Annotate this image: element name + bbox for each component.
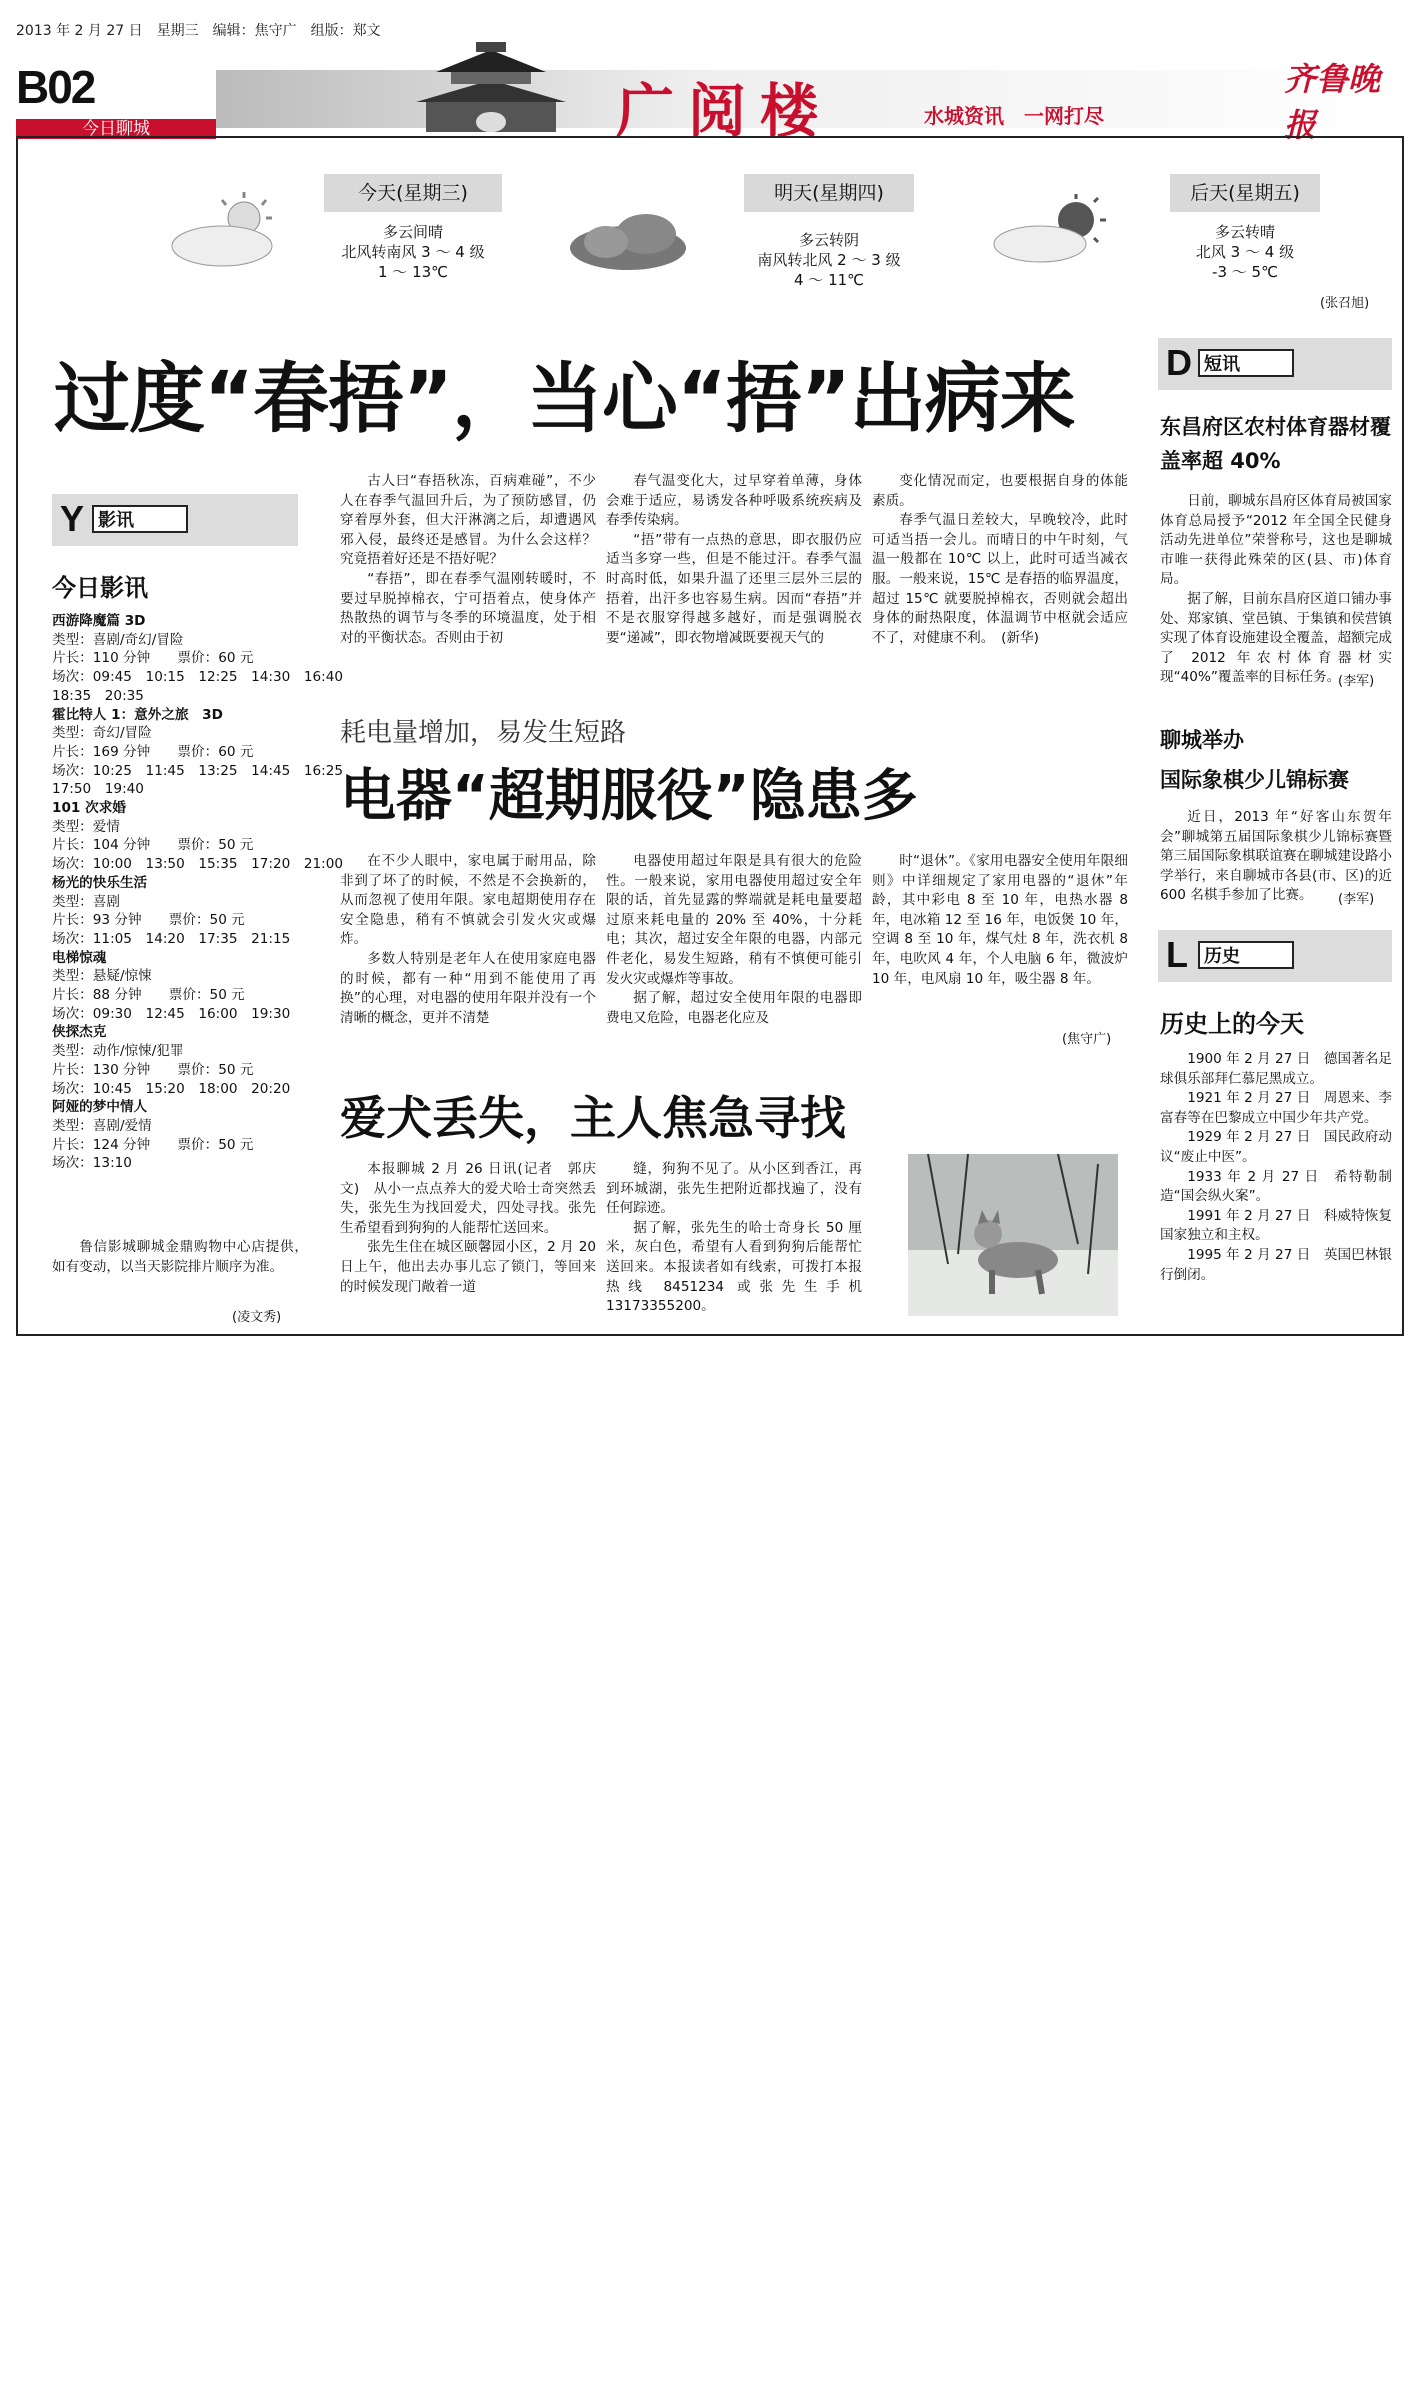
dog-col1 xyxy=(340,1160,596,1297)
film-detail: 片长：93 分钟 票价：50 元 xyxy=(52,912,245,929)
husky-photo-image xyxy=(908,1154,1118,1316)
paragraph: “春捂”，即在春季气温刚转暖时，不要过早脱掉棉衣，宁可捂着点，使身体产热散热的调节与冬季的环境温度，处于相对的平衡状态。否则由于初 xyxy=(340,570,596,646)
film-list xyxy=(52,612,344,1173)
film-detail: 类型：动作/惊悚/犯罪 xyxy=(52,1043,184,1060)
film-note: 鲁信影城聊城金鼎购物中心店提供，如有变动，以当天影院排片顺序为准。 xyxy=(52,1239,308,1275)
film-heading: 今日影讯 xyxy=(52,574,148,602)
appliance-col3 xyxy=(872,852,1128,989)
appliance-headline: 电器“超期服役”隐患多 xyxy=(340,764,918,829)
paragraph: 变化情况而定，也要根据自身的体能素质。 xyxy=(872,473,1128,509)
dog-col2 xyxy=(606,1160,862,1317)
paragraph: 1991 年 2 月 27 日 科威特恢复国家独立和主权。 xyxy=(1160,1207,1392,1244)
film-detail: 片长：130 分钟 票价：50 元 xyxy=(52,1061,254,1078)
film-detail: 类型：奇幻/冒险 xyxy=(52,725,152,742)
partly-sunny-icon xyxy=(166,192,296,272)
paragraph: 1929 年 2 月 27 日 国民政府动议“废止中医”。 xyxy=(1160,1129,1392,1165)
appliance-kicker: 耗电量增加，易发生短路 xyxy=(340,718,627,748)
paragraph: 在不少人眼中，家电属于耐用品，除非到了坏了的时候，不然是不会换新的，从而忽视了使用年限。家电超期使用存在安全隐患，稍有不慎就会引发火灾或爆炸。 xyxy=(340,853,596,948)
film-title: 电梯惊魂 xyxy=(52,949,107,966)
weather-wind-after-tomorrow: 北风 3 ～ 4 级 xyxy=(1195,243,1295,261)
history-heading: 历史上的今天 xyxy=(1160,1010,1304,1038)
film-section-letter: Y xyxy=(60,498,85,539)
paragraph: 缝，狗狗不见了。从小区到香江，再到环城湖，张先生把附近都找遍了，没有任何踪迹。 xyxy=(606,1161,862,1217)
newspaper-logo: 齐鲁晚报 xyxy=(1284,60,1381,144)
paragraph: 时“退休”。《家用电器安全使用年限细则》中详细规定了家用电器的“退休”年龄，其中彩电 8 至 10 年，电热水器 8 年，电冰箱 12 至 16 年，电饭煲 10 年，空调 8 至 10 年，煤气灶 8 年，洗衣机 8 年，电吹风 4 年，个人电脑 6 年，微波炉 10 年，电风扇 10 年，吸尘器 8 年。 xyxy=(872,853,1128,987)
film-detail: 片长：88 分钟 票价：50 元 xyxy=(52,987,245,1004)
weather-day-after-tomorrow: 后天(星期五) xyxy=(1170,174,1320,212)
film-title: 阿娅的梦中情人 xyxy=(52,1099,148,1116)
weather-credit: (张召旭) xyxy=(1320,296,1370,311)
tower-illustration xyxy=(406,40,576,132)
weather-temp-after-tomorrow: -3 ～ 5℃ xyxy=(1212,263,1278,281)
film-detail: 18:35 20:35 xyxy=(52,687,144,704)
film-detail: 场次：09:30 12:45 16:00 19:30 xyxy=(52,1005,291,1022)
page-header xyxy=(16,40,1404,145)
history-section-label: 历史 xyxy=(1198,941,1294,969)
paragraph: 1995 年 2 月 27 日 英国巴林银行倒闭。 xyxy=(1160,1246,1392,1283)
paragraph: 1900 年 2 月 27 日 德国著名足球俱乐部拜仁慕尼黑成立。 xyxy=(1160,1051,1392,1087)
section-tab[interactable]: 今日聊城 xyxy=(16,119,216,139)
paragraph: 据了解，超过安全使用年限的电器即费电又危险，电器老化应及 xyxy=(606,990,862,1026)
film-detail: 场次：10:00 13:50 15:35 17:20 21:00 xyxy=(52,856,344,873)
film-detail: 场次：13:10 xyxy=(52,1155,132,1172)
film-credit: (凌文秀) xyxy=(232,1310,282,1325)
news-section-label: 短讯 xyxy=(1198,349,1294,377)
cloud-sun-icon xyxy=(990,194,1120,268)
main-article-col2 xyxy=(606,472,862,648)
appliance-col1 xyxy=(340,852,596,1028)
film-title: 西游降魔篇 3D xyxy=(52,613,146,629)
paragraph: 近日，2013 年“好客山东贺年会”聊城第五届国际象棋少儿锦标赛暨第三届国际象棋联谊赛在聊城建设路小学举行，来自聊城市各县(市、区)的近 600 名棋手参加了比赛。 xyxy=(1160,809,1392,904)
film-title: 杨光的快乐生活 xyxy=(52,874,148,891)
film-detail: 类型：爱情 xyxy=(52,818,120,835)
film-detail: 类型：喜剧 xyxy=(52,893,120,910)
film-detail: 类型：喜剧/爱情 xyxy=(52,1117,152,1134)
news-item1-headline: 东昌府区农村体育器材覆盖率超 40% xyxy=(1160,415,1391,473)
paragraph: 1921 年 2 月 27 日 周恩来、李富春等在巴黎成立中国少年共产党。 xyxy=(1160,1090,1392,1126)
weather-day-tomorrow: 明天(星期四) xyxy=(744,174,914,212)
header-slogan: 水城资讯 一网打尽 xyxy=(924,104,1104,128)
paragraph: 日前，聊城东昌府区体育局被国家体育总局授予“2012 年全国全民健身活动先进单位”荣誉称号，这也是聊城市唯一获得此殊荣的区(县、市)体育局。 xyxy=(1160,493,1392,588)
main-article-col3 xyxy=(872,472,1128,648)
masthead-dateline: 2013 年 2 月 27 日 星期三 编辑：焦守广 组版：郑文 xyxy=(16,23,381,39)
main-article-col1 xyxy=(340,472,596,648)
film-detail: 场次：11:05 14:20 17:35 21:15 xyxy=(52,930,291,947)
paragraph: 据了解，目前东昌府区道口铺办事处、郑家镇、堂邑镇、于集镇和侯营镇实现了体育设施建设全覆盖，超额完成了 2012 年农村体育器材实现“40%”覆盖率的目标任务。 xyxy=(1160,590,1392,686)
paragraph: 春季气温日差较大，早晚较冷，此时可适当捂一会儿。而晴日的中午时刻，气温一般都在 10℃ 以上，此时可适当减衣服。一般来说，15℃ 是春捂的临界温度，超过 15℃ 就要脱掉棉衣，否则就会超出身体的耐热限度，体温调节中枢就会适应不了，对健康不利。 (新华) xyxy=(872,512,1128,646)
main-headline: 过度“春捂”，当心“捂”出病来 xyxy=(54,354,1075,443)
paragraph: 多数人特别是老年人在使用家庭电器的时候，都有一种“用到不能使用了再换”的心理，对电器的使用年限并没有一个清晰的概念，更并不清楚 xyxy=(340,950,596,1026)
film-detail: 场次：10:25 11:45 13:25 14:45 16:25 xyxy=(52,762,344,779)
dog-photo xyxy=(908,1154,1118,1316)
paragraph: 电器使用超过年限是具有很大的危险性。一般来说，家用电器使用超过安全年限的话，首先显露的弊端就是耗电量要超过原来耗电量的 20% 至 40%，十分耗电；其次，超过安全年限的电器，内部元件老化，易发生短路，稍有不慎便可能引发火灾或爆炸等事故。 xyxy=(606,853,862,987)
section-title: 广阅楼 xyxy=(616,77,833,145)
history-list xyxy=(1160,1050,1392,1285)
weather-day-today: 今天(星期三) xyxy=(324,174,502,212)
news-section-letter: D xyxy=(1166,342,1192,383)
weather-temp-today: 1 ～ 13℃ xyxy=(377,263,448,281)
paragraph: 1933 年 2 月 27 日 希特勒制造“国会纵火案”。 xyxy=(1160,1168,1392,1205)
news-item1-body xyxy=(1160,492,1392,688)
film-detail: 片长：169 分钟 票价：60 元 xyxy=(52,743,254,760)
film-detail: 类型：喜剧/奇幻/冒险 xyxy=(52,631,184,648)
appliance-col2 xyxy=(606,852,862,1028)
news-item2-headline1: 聊城举办 xyxy=(1160,728,1244,752)
page-frame xyxy=(16,136,1404,1336)
paragraph: 古人曰“春捂秋冻，百病难碰”，不少人在春季气温回升后，为了预防感冒，仍穿着厚外套，但大汗淋漓之后，却遭遇风邪入侵，最终还是感冒。为什么会这样？究竟捂着好还是不捂好呢？ xyxy=(340,473,596,568)
weather-temp-tomorrow: 4 ～ 11℃ xyxy=(793,271,864,289)
film-detail: 片长：110 分钟 票价：60 元 xyxy=(52,650,254,667)
weather-desc-today: 多云间晴 xyxy=(382,223,443,241)
news-item2-credit: (李军) xyxy=(1338,892,1375,907)
weather-desc-tomorrow: 多云转阴 xyxy=(798,231,859,249)
appliance-credit: (焦守广) xyxy=(1062,1032,1112,1047)
history-section-letter: L xyxy=(1166,934,1188,975)
paragraph: “捂”带有一点热的意思，即衣服仍应适当多穿一些，但是不能过汗。春季气温时高时低，如果升温了还里三层外三层的捂着，出汗多也容易生病。因而“春捂”并不是衣服穿得越多越好，而是强调脱衣要“递减”，即衣物增减既要视天气的 xyxy=(606,531,862,646)
film-title: 霍比特人 1：意外之旅 3D xyxy=(52,706,223,723)
news-item1-credit: (李军) xyxy=(1338,674,1375,689)
film-section-label: 影讯 xyxy=(92,505,188,533)
news-item2-headline2: 国际象棋少儿锦标赛 xyxy=(1160,768,1349,792)
paragraph: 春气温变化大，过早穿着单薄，身体会难于适应，易诱发各种呼吸系统疾病及春季传染病。 xyxy=(606,473,862,529)
weather-wind-tomorrow: 南风转北风 2 ～ 3 级 xyxy=(757,251,901,269)
film-section-bar xyxy=(52,494,298,546)
weather-wind-today: 北风转南风 3 ～ 4 级 xyxy=(341,243,485,261)
weather-desc-after-tomorrow: 多云转晴 xyxy=(1214,223,1275,241)
page-number: B02 xyxy=(16,61,95,113)
cloudy-icon xyxy=(566,208,696,276)
film-detail: 类型：悬疑/惊悚 xyxy=(52,968,152,985)
film-detail: 场次：10:45 15:20 18:00 20:20 xyxy=(52,1080,291,1097)
film-title: 101 次求婚 xyxy=(52,800,126,817)
news-section-bar xyxy=(1158,338,1392,390)
paragraph: 据了解，张先生的哈士奇身长 50 厘米，灰白色，希望有人看到狗狗后能帮忙送回来。本报读者如有线索，可拨打本报热线 8451234 或张先生手机 13173355200。 xyxy=(606,1219,862,1315)
film-detail: 片长：104 分钟 票价：50 元 xyxy=(52,837,254,854)
film-detail: 场次：09:45 10:15 12:25 14:30 16:40 xyxy=(52,669,344,686)
film-detail: 片长：124 分钟 票价：50 元 xyxy=(52,1136,254,1153)
film-title: 侠探杰克 xyxy=(52,1024,107,1041)
paragraph: 本报聊城 2 月 26 日讯(记者 郭庆文) 从小一点点养大的爱犬哈士奇突然丢失，张先生为找回爱犬，四处寻找。张先生希望看到狗狗的人能帮忙送回来。 xyxy=(340,1161,596,1236)
film-detail: 17:50 19:40 xyxy=(52,781,144,798)
history-section-bar xyxy=(1158,930,1392,982)
paragraph: 张先生住在城区颐馨园小区，2 月 20 日上午，他出去办事儿忘了锁门，等回来的时候发现门敞着一道 xyxy=(340,1239,596,1295)
dog-headline: 爱犬丢失，主人焦急寻找 xyxy=(340,1091,846,1145)
